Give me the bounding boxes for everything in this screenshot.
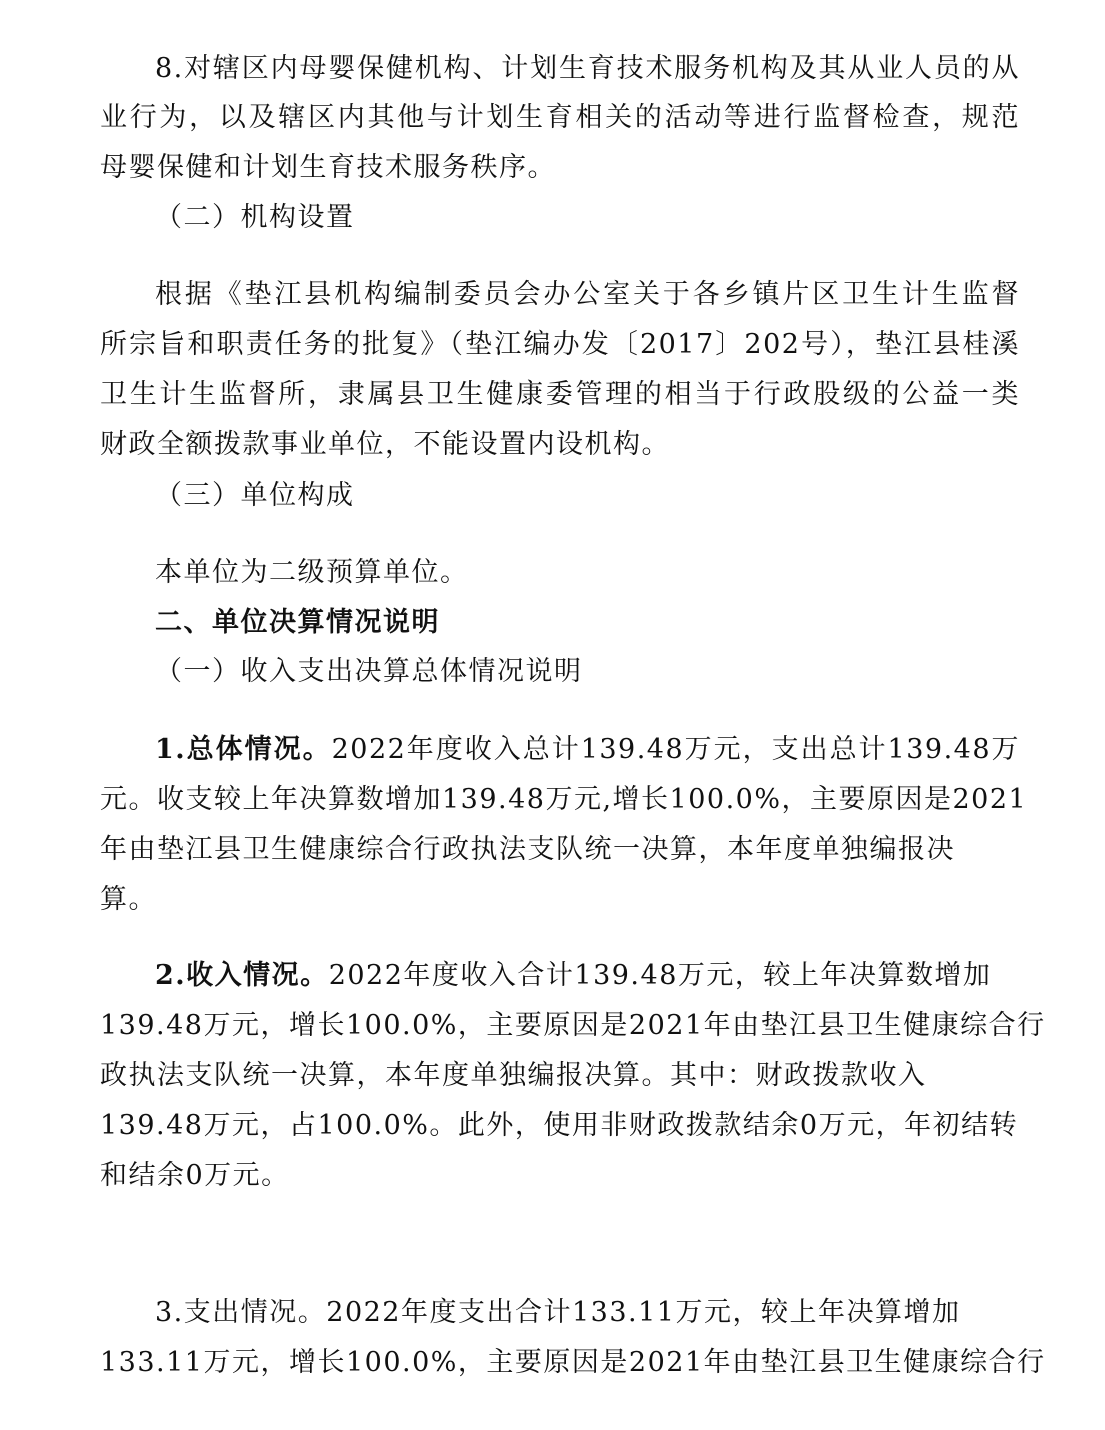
p4-line3: 年由垫江县卫生健康综合行政执法支队统一决算，本年度单独编报决 [100, 834, 955, 865]
p1-line3: 母婴保健和计划生育技术服务秩序。 [100, 152, 556, 183]
p5-line2: 139.48万元，增长100.0%，主要原因是2021年由垫江县卫生健康综合行 [100, 1010, 1046, 1041]
p4-line2: 元。收支较上年决算数增加139.48万元,增长100.0%，主要原因是2021 [100, 784, 1028, 815]
heading-org-setup: （二）机构设置 [155, 202, 355, 233]
p5-line4: 139.48万元，占100.0%。此外，使用非财政拨款结余0万元，年初结转 [100, 1110, 1019, 1141]
p4-line4: 算。 [100, 884, 157, 915]
heading-unit-composition: （三）单位构成 [155, 480, 355, 511]
p4-line1-rest: 2022年度收入总计139.48万元，支出总计139.48万 [331, 734, 1020, 765]
p2-line4: 财政全额拨款事业单位，不能设置内设机构。 [100, 429, 670, 460]
p2-line2: 所宗旨和职责任务的批复》（垫江编办发〔2017〕202号），垫江县桂溪 [100, 329, 1020, 360]
p1-line2: 业行为，以及辖区内其他与计划生育相关的活动等进行监督检查，规范 [100, 102, 1020, 133]
p4-line1 [155, 732, 1020, 768]
p2-line1: 根据《垫江县机构编制委员会办公室关于各乡镇片区卫生计生监督 [155, 279, 1020, 310]
p5-line5: 和结余0万元。 [100, 1160, 290, 1191]
heading-section2: 二、单位决算情况说明 [155, 607, 440, 638]
p6-line1: 3.支出情况。2022年度支出合计133.11万元，较上年决算增加 [155, 1297, 961, 1328]
p6-line2: 133.11万元，增长100.0%，主要原因是2021年由垫江县卫生健康综合行 [100, 1347, 1046, 1378]
p1-line1: 8.对辖区内母婴保健机构、计划生育技术服务机构及其从业人员的从 [155, 53, 1020, 84]
p5-lead: 2.收入情况。 [155, 960, 329, 991]
p3-line1: 本单位为二级预算单位。 [155, 557, 469, 588]
p5-line1-rest: 2022年度收入合计139.48万元，较上年决算数增加 [328, 960, 992, 991]
p5-line3: 政执法支队统一决算，本年度单独编报决算。其中：财政拨款收入 [100, 1060, 927, 1091]
p5-line1 [155, 958, 1020, 994]
p4-lead: 1.总体情况。 [155, 734, 332, 765]
p2-line3: 卫生计生监督所，隶属县卫生健康委管理的相当于行政股级的公益一类 [100, 379, 1020, 410]
heading-overall: （一）收入支出决算总体情况说明 [155, 656, 583, 687]
